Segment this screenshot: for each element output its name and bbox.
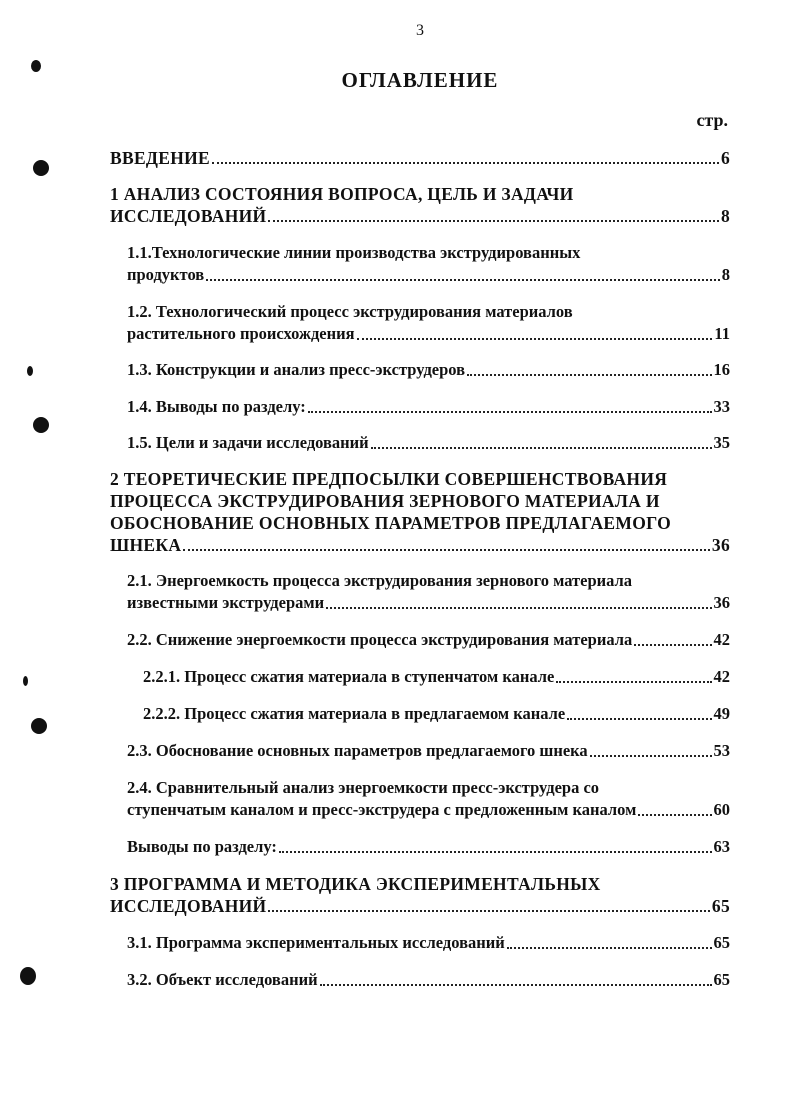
toc-entry-page: 8 <box>721 265 730 284</box>
dot-leader <box>371 447 712 449</box>
toc-entry <box>143 703 730 725</box>
toc-entry-page: 36 <box>711 535 730 555</box>
toc-entry-title: 2.3. Обоснование основных параметров предлагаемого шнека <box>127 741 588 760</box>
toc-entry-page: 65 <box>713 970 730 989</box>
toc-entry-title-line: продуктов <box>127 265 205 284</box>
toc-entry <box>127 432 730 454</box>
dot-leader <box>183 549 710 551</box>
toc-entry <box>127 242 730 286</box>
toc-entry <box>127 301 730 345</box>
toc-entry-title-line: ШНЕКА <box>110 535 182 555</box>
dot-leader <box>590 755 712 757</box>
toc-entry-title: ВВЕДЕНИЕ <box>110 148 211 168</box>
dot-leader <box>320 984 712 986</box>
dot-leader <box>638 814 711 816</box>
toc-entry <box>127 836 730 858</box>
toc-entry-title-line: 1.1.Технологические линии производства экструдированных <box>127 243 581 262</box>
toc-entry <box>127 570 730 614</box>
toc-entry-page: 8 <box>720 206 730 226</box>
toc-entry-page: 35 <box>713 433 730 452</box>
toc-entry-title: 3.2. Объект исследований <box>127 970 318 989</box>
dot-leader <box>556 681 711 683</box>
toc-entry-title-line: известными экструдерами <box>127 593 325 612</box>
toc-entry <box>127 777 730 821</box>
toc-entry-page: 65 <box>711 896 730 916</box>
toc-entry <box>110 468 730 556</box>
scan-mark <box>27 366 33 376</box>
toc-entry-page: 33 <box>713 397 730 416</box>
toc-entry-title: 2.2. Снижение энергоемкости процесса экструдирования материала <box>127 630 633 649</box>
dot-leader <box>268 910 709 912</box>
toc-entry-title: 1.5. Цели и задачи исследований <box>127 433 369 452</box>
toc-entry-page: 16 <box>713 360 730 379</box>
dot-leader <box>567 718 711 720</box>
toc-entry-page: 42 <box>713 667 730 686</box>
toc-entry <box>110 147 730 169</box>
dot-leader <box>212 162 719 164</box>
toc-entry-title-line: ступенчатым каналом и пресс-экструдера с предложенным каналом <box>127 800 637 819</box>
toc-entry-title: 3.1. Программа экспериментальных исследований <box>127 933 505 952</box>
toc-entry-title-line: 1 АНАЛИЗ СОСТОЯНИЯ ВОПРОСА, ЦЕЛЬ И ЗАДАЧИ <box>110 184 574 204</box>
toc-entry <box>127 396 730 418</box>
dot-leader <box>206 279 720 281</box>
dot-leader <box>279 851 712 853</box>
toc-entry-title-line: ПРОЦЕССА ЭКСТРУДИРОВАНИЯ ЗЕРНОВОГО МАТЕРИАЛА И <box>110 491 660 511</box>
toc-entry-title: 1.4. Выводы по разделу: <box>127 397 306 416</box>
toc-entry-title-line: 2.4. Сравнительный анализ энергоемкости пресс-экструдера со <box>127 778 600 797</box>
toc-entry-page: 6 <box>720 148 730 168</box>
page-column-label: стр. <box>696 110 728 130</box>
binder-hole <box>33 160 49 176</box>
scan-mark <box>31 60 41 72</box>
scan-mark <box>23 676 28 686</box>
toc-entry-title-line: ОБОСНОВАНИЕ ОСНОВНЫХ ПАРАМЕТРОВ ПРЕДЛАГАЕМОГО <box>110 513 672 533</box>
toc-entry-title-line: 1.2. Технологический процесс экструдирования материалов <box>127 302 573 321</box>
toc-entry-title-line: 2.1. Энергоемкость процесса экструдирования зернового материала <box>127 571 633 590</box>
toc-entry-page: 65 <box>713 933 730 952</box>
dot-leader <box>308 411 712 413</box>
toc-entry <box>110 183 730 227</box>
scan-mark <box>20 967 36 985</box>
toc-entry <box>127 932 730 954</box>
toc-entry-page: 11 <box>714 324 730 343</box>
binder-hole <box>33 417 49 433</box>
dot-leader <box>507 947 712 949</box>
page-number: 3 <box>416 22 424 39</box>
toc-entry <box>127 629 730 651</box>
toc-title: ОГЛАВЛЕНИЕ <box>341 68 499 92</box>
dot-leader <box>634 644 711 646</box>
toc-entry-title-line: ИССЛЕДОВАНИЙ <box>110 206 267 226</box>
binder-hole <box>31 718 47 734</box>
toc-entry <box>127 969 730 991</box>
toc-entry-page: 42 <box>713 630 730 649</box>
dot-leader <box>268 220 718 222</box>
toc-entry-title-line: 3 ПРОГРАММА И МЕТОДИКА ЭКСПЕРИМЕНТАЛЬНЫХ <box>110 874 601 894</box>
toc-entry-title: Выводы по разделу: <box>127 837 277 856</box>
toc-entry-title: 2.2.2. Процесс сжатия материала в предлагаемом канале <box>143 704 566 723</box>
toc-entry-title: 1.3. Конструкции и анализ пресс-экструдеров <box>127 360 466 379</box>
toc-entry-page: 49 <box>713 704 730 723</box>
toc-entry-title: 2.2.1. Процесс сжатия материала в ступенчатом канале <box>143 667 555 686</box>
toc-entry-title-line: растительного происхождения <box>127 324 355 343</box>
toc-entry <box>127 359 730 381</box>
toc-entry-title-line: ИССЛЕДОВАНИЙ <box>110 896 267 916</box>
toc-entry-page: 60 <box>713 800 730 819</box>
toc-entry-title-line: 2 ТЕОРЕТИЧЕСКИЕ ПРЕДПОСЫЛКИ СОВЕРШЕНСТВОВАНИЯ <box>110 469 668 489</box>
toc-entry-page: 36 <box>713 593 730 612</box>
toc-entry <box>127 740 730 762</box>
toc-entry <box>143 666 730 688</box>
toc-entry-page: 63 <box>713 837 730 856</box>
dot-leader <box>467 374 711 376</box>
toc-entry-page: 53 <box>713 741 730 760</box>
dot-leader <box>326 607 711 609</box>
dot-leader <box>357 338 713 340</box>
toc-entry <box>110 873 730 917</box>
